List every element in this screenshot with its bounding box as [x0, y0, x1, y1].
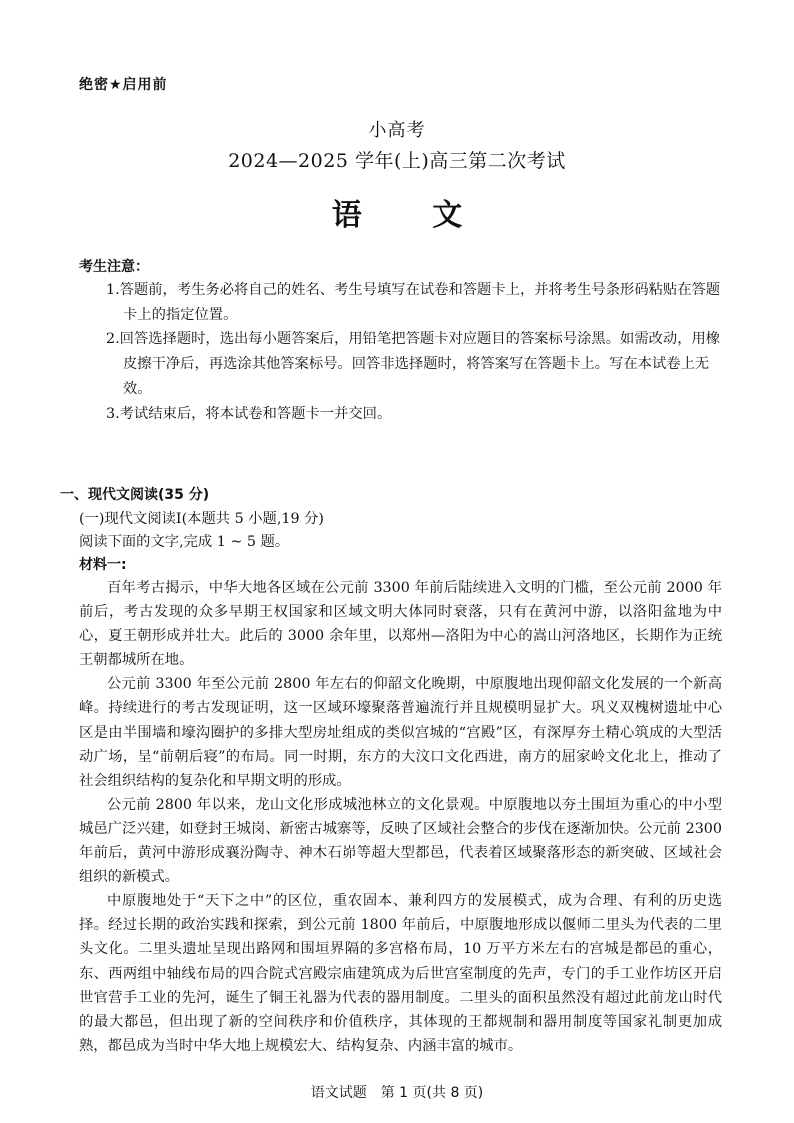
reading-instruction: 阅读下面的文字,完成 1 ~ 5 题。 [79, 534, 290, 550]
paragraph: 公元前 3300 年至公元前 2800 年左右的仰韶文化晚期，中原腹地出现仰韶文化发展的一个新高峰。持续进行的考古发现证明，这一区域环壕聚落普遍流行并且规模明显扩大。巩义双槐树遗址中心区是由半围墙和壕沟圈护的多排大型房址组成的类似宫城的“宫殿”区，有深厚夯土精心筑成的大型活动广场，呈“前朝后寝”的布局。同一时期，东方的大汶口文化西进，南方的屈家岭文化北上，推动了社会组织结构的复杂化和早期文明的形成。 [79, 676, 722, 789]
notice-heading: 考生注意： [79, 259, 149, 275]
exam-series-title: 小高考 [368, 120, 426, 141]
paragraph: 公元前 2800 年以来，龙山文化形成城池林立的文化景观。中原腹地以夯土围垣为重心的中小型城邑广泛兴建，如登封王城岗、新密古城寨等，反映了区域社会整合的步伐在逐渐加快。公元前 2300 年前后，黄河中游形成襄汾陶寺、神木石峁等超大型都邑，代表着区域聚落形态的新突破、区域社会组织的新模式。 [79, 796, 722, 886]
notice-item: 1.答题前，考生务必将自己的姓名、考生号填写在试卷和答题卡上，并将考生号条形码粘贴在答题卡上的指定位置。 [106, 282, 721, 323]
confidential-label: 绝密★启用前 [79, 77, 168, 93]
notice-item: 3.考试结束后，将本试卷和答题卡一并交回。 [106, 405, 392, 422]
notice-item: 2.回答选择题时，选出每小题答案后，用铅笔把答题卡对应题目的答案标号涂黑。如需改动，用橡皮擦干净后，再选涂其他答案标号。回答非选择题时，将答案写在答题卡上。写在本试卷上无效。 [106, 331, 721, 397]
section-heading: 一、现代文阅读(35 分) [60, 487, 210, 503]
exam-title: 2024—2025 学年(上)高三第二次考试 [228, 150, 566, 172]
paragraph: 百年考古揭示，中华大地各区域在公元前 3300 年前后陆续进入文明的门槛，至公元前 2000 年前后，考古发现的众多早期王权国家和区域文明大体同时衰落，只有在黄河中游，以洛阳盆地为中心，夏王朝形成并壮大。此后的 3000 余年里，以郑州—洛阳为中心的嵩山河洛地区，长期作为正统王朝都城所在地。 [79, 580, 722, 669]
subsection-heading: (一)现代文阅读Ⅰ(本题共 5 小题,19 分) [79, 511, 324, 527]
subject-title: 语 文 [331, 198, 493, 233]
page-footer: 语文试题 第 1 页(共 8 页) [310, 1085, 484, 1101]
material-label: 材料一: [79, 557, 127, 573]
paragraph: 中原腹地处于“天下之中”的区位，重农固本、兼利四方的发展模式，成为合理、有利的历史选择。经过长期的政治实践和探索，到公元前 1800 年前后，中原腹地形成以偃师二里头为代表的二里头文化。二里头遗址呈现出路网和围垣界隔的多宫格布局，10 万平方米左右的宫城是都邑的重心，东、西两组中轴线布局的四合院式宫殿宗庙建筑成为后世宫室制度的先声，专门的手工业作坊区开启世官营手工业的先河，诞生了铜王礼器为代表的器用制度。二里头的面积虽然没有超过此前龙山时代的最大都邑，但出现了新的空间秩序和价值秩序，其体现的王都规制和器用制度等国家礼制更加成熟，都邑成为当时中华大地上规模宏大、结构复杂、内涵丰富的城市。 [79, 893, 722, 1054]
material-text [79, 576, 722, 1058]
notice-list [106, 278, 722, 426]
